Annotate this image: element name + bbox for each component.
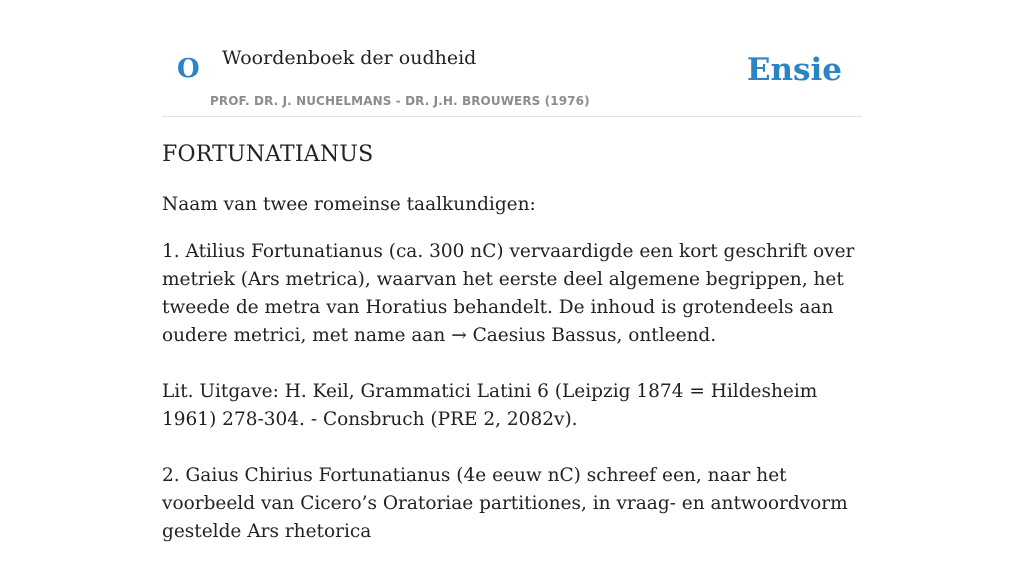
- brand-logo[interactable]: Ensie: [746, 52, 842, 88]
- page: [162, 0, 862, 542]
- entry-title: FORTUNATIANUS: [162, 142, 374, 167]
- header: [162, 0, 862, 117]
- work-title[interactable]: Woordenboek der oudheid: [222, 47, 477, 69]
- paragraph-intro: Naam van twee romeinse taalkundigen:: [162, 194, 536, 215]
- paragraph-literature: Lit. Uitgave: H. Keil, Grammatici Latini 6 (Leipzig 1874 = Hildesheim 1961) 278-304. - Consbruch (PRE 2, 2082v).: [162, 381, 818, 430]
- entry-body: [162, 191, 862, 565]
- authors-line: PROF. DR. J. NUCHELMANS - DR. J.H. BROUWERS (1976): [210, 94, 590, 108]
- letter-index[interactable]: O: [177, 54, 200, 84]
- paragraph-item-1: 1. Atilius Fortunatianus (ca. 300 nC) vervaardigde een kort geschrift over metriek (Ars metrica), waarvan het eerste deel algemene begrippen, het tweede de metra van Horatius behandelt. De inhoud is grotendeels aan oudere metrici, met name aan → Caesius Bassus, ontleend.: [162, 241, 855, 346]
- paragraph-item-2: 2. Gaius Chirius Fortunatianus (4e eeuw nC) schreef een, naar het voorbeeld van Cicero’s Oratoriae partitiones, in vraag- en antwoordvorm gestelde Ars rhetorica: [162, 465, 848, 542]
